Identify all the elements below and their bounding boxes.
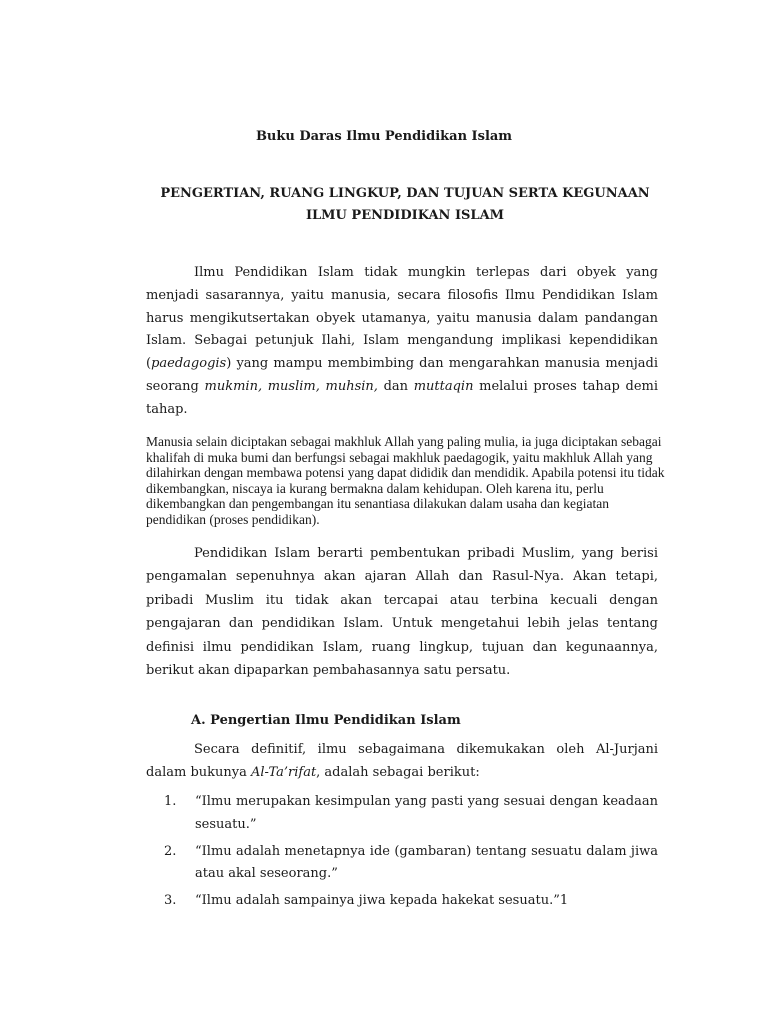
paragraph-text: melalui proses tahap demi tahap.	[146, 378, 659, 417]
document-title: Buku Daras Ilmu Pendidikan Islam	[255, 129, 513, 144]
list-number: 1.	[164, 794, 177, 809]
paragraph-text: , adalah sebagai berikut:	[316, 764, 480, 780]
paragraph-text: Ilmu Pendidikan Islam tidak mungkin terlepas dari obyek yang menjadi sasarannya, yaitu manusia, secara filosofis Ilmu Pendidikan Islam harus mengikutsertakan obyek utamanya, yaitu manusia dalam pandangan Islam. Sebagai petunjuk Ilahi, Islam mengandung implikasi kependidikan (	[146, 265, 658, 372]
definition-list	[164, 791, 658, 917]
list-item	[164, 841, 658, 887]
chapter-title: PENGERTIAN, RUANG LINGKUP, DAN TUJUAN SERTA KEGUNAAN ILMU PENDIDIKAN ISLAM	[160, 186, 650, 223]
list-text: “Ilmu merupakan kesimpulan yang pasti yang sesuai dengan keadaan sesuatu.”	[195, 794, 658, 832]
italic-term: muttaqin	[413, 378, 474, 394]
paragraph-text: ) yang mampu membimbing dan mengarahkan manusia menjadi seorang	[146, 356, 658, 394]
section-a-heading: A. Pengertian Ilmu Pendidikan Islam	[191, 713, 461, 728]
list-item	[164, 890, 658, 913]
list-item	[164, 791, 658, 837]
list-number: 2.	[164, 843, 177, 859]
italic-term: Al-Ta’rifat	[250, 764, 317, 780]
list-number: 3.	[164, 893, 177, 909]
paragraph-text: Secara definitif, ilmu sebagaimana dikemukakan oleh Al-Jurjani dalam bukunya	[146, 742, 658, 780]
italic-term: paedagogis	[151, 356, 227, 372]
paragraph-intro	[146, 262, 658, 422]
paragraph-definisi	[146, 739, 658, 785]
paragraph-manusia: Manusia selain diciptakan sebagai makhluk Allah yang paling mulia, ia juga diciptakan sebagai khalifah di muka bumi dan berfungsi sebagai makhluk paedagogik, yaitu makhluk Allah yang dilahirkan dengan membawa potensi yang dapat dididik dan mendidik. Apabila potensi itu tidak dikembangkan, niscaya ia kurang bermakna dalam kehidupan. Oleh karena itu, perlu dikembangkan dan pengembangan itu senantiasa dilakukan dalam usaha dan kegiatan pendidikan (proses pendidikan).	[146, 434, 665, 527]
list-text: “Ilmu adalah menetapnya ide (gambaran) tentang sesuatu dalam jiwa atau akal seseorang.”	[195, 843, 658, 882]
paragraph-text: dan	[377, 378, 414, 394]
list-text: “Ilmu adalah sampainya jiwa kepada hakekat sesuatu.”1	[195, 893, 569, 909]
paragraph-pendidikan-islam: Pendidikan Islam berarti pembentukan pribadi Muslim, yang berisi pengamalan sepenuhnya akan ajaran Allah dan Rasul-Nya. Akan tetapi, pribadi Muslim itu tidak akan tercapai atau terbina kecuali dengan pengajaran dan pendidikan Islam. Untuk mengetahui lebih jelas tentang definisi ilmu pendidikan Islam, ruang lingkup, tujuan dan kegunaannya, berikut akan dipaparkan pembahasannya satu persatu.	[146, 546, 658, 679]
italic-term: mukmin, muslim, muhsin,	[204, 378, 378, 394]
